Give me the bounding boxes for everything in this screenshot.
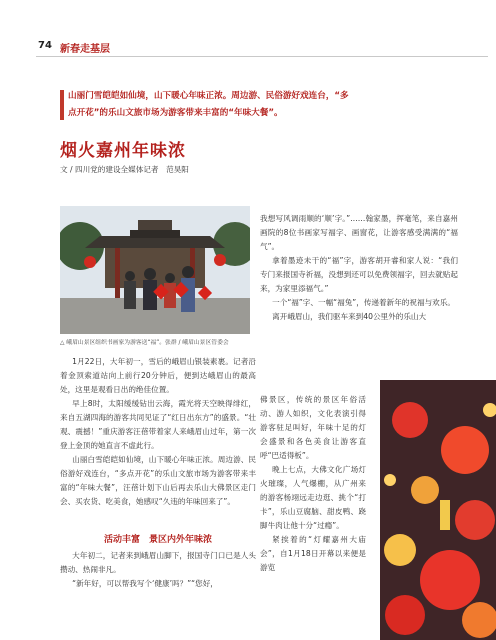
section-subheading: 活动丰富 景区内外年味浓 xyxy=(103,535,212,545)
paragraph: 我想写风调雨顺的‘顺’字。”……翰家墨，挥毫笔，来自嘉州画院的8位书画家写福字、画窗花，让游客感受满满的“福气”。 xyxy=(260,214,458,251)
lantern-decoration-image xyxy=(370,380,496,640)
paragraph: 紧挨着的“灯耀嘉州大庙会”，自1月18日开幕以来便是游览 xyxy=(260,535,366,572)
paragraph: “新年好，可以帮我写个‘健康’吗？”“您好， xyxy=(72,579,218,588)
paragraph: 大年初二，记者来到峨眉山脚下，报国寺门口已是人头攒动、热闹非凡。 xyxy=(60,551,256,574)
paragraph: 晚上七点，大佛文化广场灯火璀璨，人气爆棚，从广州来的游客杨翊远走边逛、挑个“打卡”，乐山豆腐脑、甜皮鸭、跷脚牛肉让他十分“过瘾”。 xyxy=(260,465,366,530)
article-photo xyxy=(60,206,250,334)
article-byline: 文 / 四川党的建设全媒体记者 范昊阳 xyxy=(60,165,189,174)
section-title: 新春走基层 xyxy=(60,44,110,55)
lantern-festival-illustration xyxy=(370,380,496,640)
article-column-right xyxy=(260,212,458,324)
header-divider xyxy=(36,56,488,57)
article-lead: 山丽门雪皑皑如仙境，山下暖心年味正浓。周边游、民俗游好戏连台，“多点开花”的乐山文旅市场为游客带来丰富的“年味大餐”。 xyxy=(68,91,349,118)
article-title: 烟火嘉州年味浓 xyxy=(60,141,186,161)
article-column-left xyxy=(60,355,256,509)
photo-caption: △ 峨眉山景区组织书画家为游客送“福”。张群 / 峨眉山景区管委会 xyxy=(60,340,229,346)
article-column-left-continued xyxy=(60,549,256,591)
paragraph: 一个“福”字、一幅“福兔”，传递着新年的祝福与欢乐。 xyxy=(272,298,455,307)
page-number: 74 xyxy=(38,40,52,51)
paragraph: 佛景区，传统的景区年俗活动、游人如织，文化表演引得游客驻足叫好，年味十足的灯会盛景和各色美食让游客直呼“巴适得板”。 xyxy=(260,395,366,460)
article-column-right-narrow xyxy=(260,393,366,575)
temple-photo-illustration xyxy=(60,206,250,334)
paragraph: 离开峨眉山，我们驱车来到40公里外的乐山大 xyxy=(272,312,427,321)
paragraph: 拿着墨迹未干的“福”字，游客胡开睿和家人说：“我们专门来报国寺祈福，没想到还可以免费领福字，回去就贴起来，为家里添福气。” xyxy=(260,256,458,293)
paragraph: 早上8时，太阳缓缓钻出云海，霞光将天空映得绯红，来自五湖四海的游客共同见证了“红日出东方”的盛景。“壮观、震撼！”重庆游客汪蓓带着家人来峨眉山过年，第一次登上金顶的她直言不虚此行。 xyxy=(60,399,256,450)
paragraph: 1月22日，大年初一，雪后的峨眉山银装素裹。记者沿着金顶索道站向上前行20分钟后，便到达峨眉山的最高处，这里是观看日出的绝佳位置。 xyxy=(60,357,256,394)
paragraph: 山丽白雪皑皑如仙境，山下暖心年味正浓。周边游、民俗游好戏连台，“多点开花”的乐山文旅市场为游客带来丰富的“年味大餐”，汪蓓计划下山后再去乐山大佛景区走门会、买农货、吃美食，她感叹“久违的年味回来了”。 xyxy=(60,455,256,506)
lead-accent-bar xyxy=(60,90,64,120)
